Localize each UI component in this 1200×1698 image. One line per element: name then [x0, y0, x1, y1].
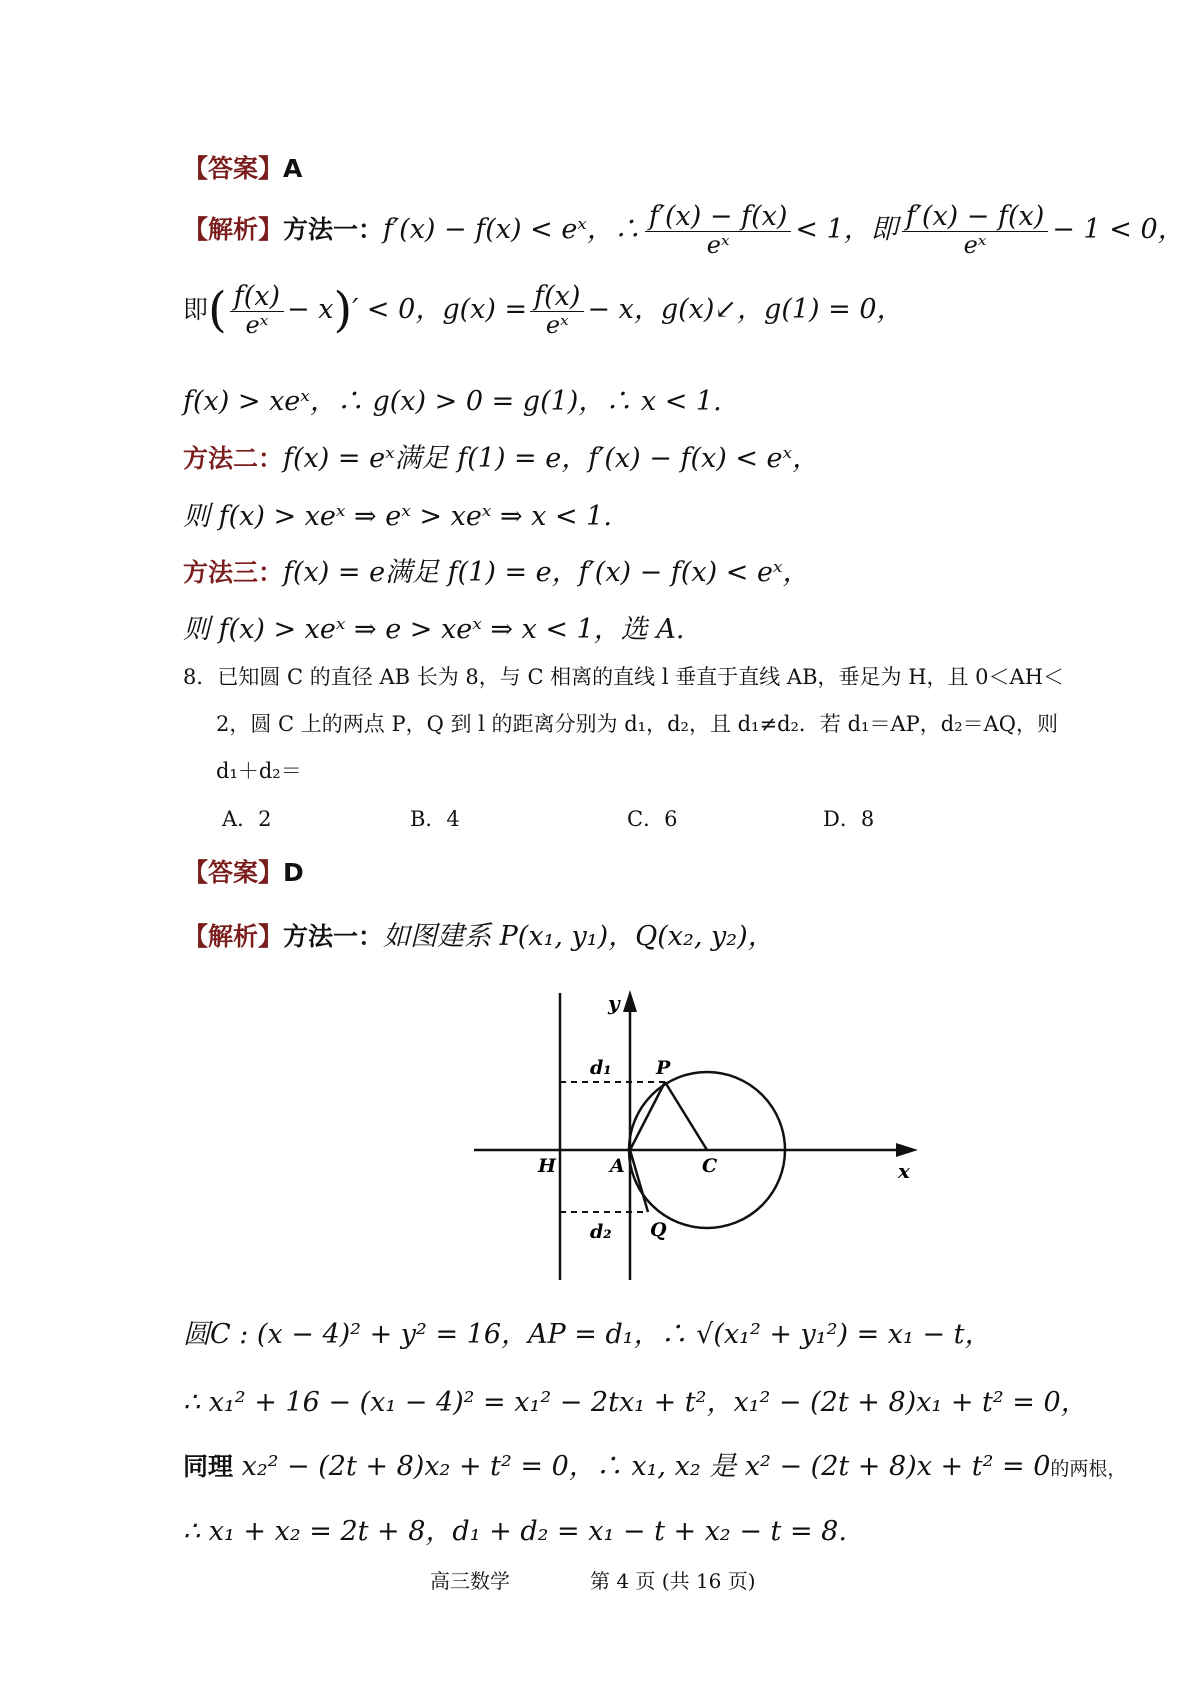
answer-line-1	[183, 152, 302, 186]
right-paren: )	[333, 282, 353, 338]
analysis2-line	[183, 920, 775, 954]
analysis2-text: 如图建系 P(x₁, y₁)，Q(x₂, y₂)，	[383, 921, 775, 952]
answer2-label: 【答案】	[183, 858, 284, 887]
label-d1: d₁	[590, 1057, 612, 1079]
fraction-1-denominator: eˣ	[706, 230, 730, 259]
inequality-text: f′(x) − f(x) < eˣ，∴	[383, 214, 641, 245]
solution-line-3	[183, 1450, 1126, 1486]
method2-label: 方法二：	[183, 444, 284, 473]
method3-text: f(x) = e满足 f(1) = e，f′(x) − f(x) < eˣ，	[283, 557, 810, 588]
fraction-2-denominator: eˣ	[963, 230, 987, 259]
label-p: P	[656, 1057, 671, 1079]
option-c: C．6	[627, 807, 678, 831]
method1-label: 方法一：	[283, 215, 384, 244]
solution-line-3-prefix: 同理	[183, 1452, 234, 1481]
method2-line-2: 则 f(x) > xeˣ ⇒ eˣ > xeˣ ⇒ x < 1.	[183, 501, 612, 532]
method3-line-2: 则 f(x) > xeˣ ⇒ e > xeˣ ⇒ x < 1，选 A.	[183, 614, 685, 645]
label-y: y	[608, 991, 620, 1015]
segment-ap	[630, 1082, 665, 1150]
analysis2-method-label: 方法一：	[283, 922, 384, 951]
fraction-3-denominator: eˣ	[245, 310, 269, 339]
label-d2: d₂	[590, 1221, 612, 1243]
fraction-4	[530, 280, 584, 339]
monotonic-text: − x，g(x)↙，g(1) = 0，	[587, 294, 904, 325]
analysis-label: 【解析】	[183, 215, 284, 244]
label-q: Q	[650, 1219, 667, 1241]
solution-line-1: 圆C : (x − 4)² + y² = 16，AP = d₁，∴ √(x₁² + y₁²) = x₁ − t，	[183, 1319, 992, 1350]
analysis-line-2	[183, 278, 904, 342]
answer-label: 【答案】	[183, 154, 284, 183]
fraction-1-numerator: f′(x) − f(x)	[645, 203, 792, 232]
y-axis-arrow	[623, 990, 637, 1012]
footer-subject: 高三数学	[430, 1569, 510, 1593]
inequality-text-3: − 1 < 0，	[1052, 214, 1185, 245]
segment-aq	[630, 1150, 648, 1212]
derivative-text: ′ < 0，g(x) =	[352, 294, 528, 325]
inequality-text-2: < 1，即	[795, 214, 898, 245]
method2-text: f(x) = eˣ满足 f(1) = e，f′(x) − f(x) < eˣ，	[283, 443, 820, 474]
solution-line-4: ∴ x₁ + x₂ = 2t + 8，d₁ + d₂ = x₁ − t + x₂ − t = 8.	[183, 1516, 847, 1547]
answer-line-2	[183, 856, 304, 890]
method3-label: 方法三：	[183, 558, 284, 587]
option-a: A．2	[222, 807, 272, 831]
solution-line-2: ∴ x₁² + 16 − (x₁ − 4)² = x₁² − 2tx₁ + t²，x₁² − (2t + 8)x₁ + t² = 0，	[183, 1387, 1088, 1418]
footer-page: 第 4 页 (共 16 页)	[590, 1569, 756, 1593]
geometry-figure	[470, 985, 930, 1285]
question8-line-3: d₁＋d₂＝	[216, 759, 302, 783]
method2-line-1	[183, 442, 819, 476]
paren-rest: − x	[287, 294, 334, 325]
analysis-line-3: f(x) > xeˣ，∴ g(x) > 0 = g(1)，∴ x < 1.	[183, 386, 722, 417]
analysis-line-1	[183, 200, 1185, 260]
answer2-value: D	[283, 858, 304, 887]
question8-line-1: 8．已知圆 C 的直径 AB 长为 8，与 C 相离的直线 l 垂直于直线 AB，垂足为 H，且 0＜AH＜	[183, 665, 1065, 689]
answer-value: A	[283, 154, 303, 183]
fraction-2-numerator: f′(x) − f(x)	[902, 203, 1049, 232]
label-x: x	[898, 1159, 910, 1183]
fraction-2	[902, 200, 1049, 259]
fraction-3	[230, 280, 284, 339]
segment-pc	[665, 1082, 707, 1150]
method3-line-1	[183, 556, 810, 590]
fraction-3-numerator: f(x)	[230, 283, 284, 312]
label-a: A	[610, 1155, 625, 1177]
fraction-1	[645, 200, 792, 259]
solution-line-3-math: x₂² − (2t + 8)x₂ + t² = 0，∴ x₁, x₂ 是 x² − (2t + 8)x + t² = 0	[233, 1451, 1051, 1482]
option-d: D．8	[823, 807, 875, 831]
left-paren: (	[208, 282, 227, 338]
analysis2-label: 【解析】	[183, 922, 284, 951]
label-h: H	[538, 1155, 556, 1177]
x-axis-arrow	[896, 1143, 918, 1157]
question8-line-2: 2，圆 C 上的两点 P，Q 到 l 的距离分别为 d₁，d₂，且 d₁≠d₂．若 d₁＝AP，d₂＝AQ，则	[216, 712, 1059, 736]
fraction-4-numerator: f(x)	[530, 283, 584, 312]
label-c: C	[702, 1155, 718, 1177]
line2-prefix: 即	[183, 295, 209, 324]
fraction-4-denominator: eˣ	[545, 310, 569, 339]
option-b: B．4	[410, 807, 460, 831]
solution-line-3-suffix: 的两根，	[1050, 1458, 1127, 1480]
